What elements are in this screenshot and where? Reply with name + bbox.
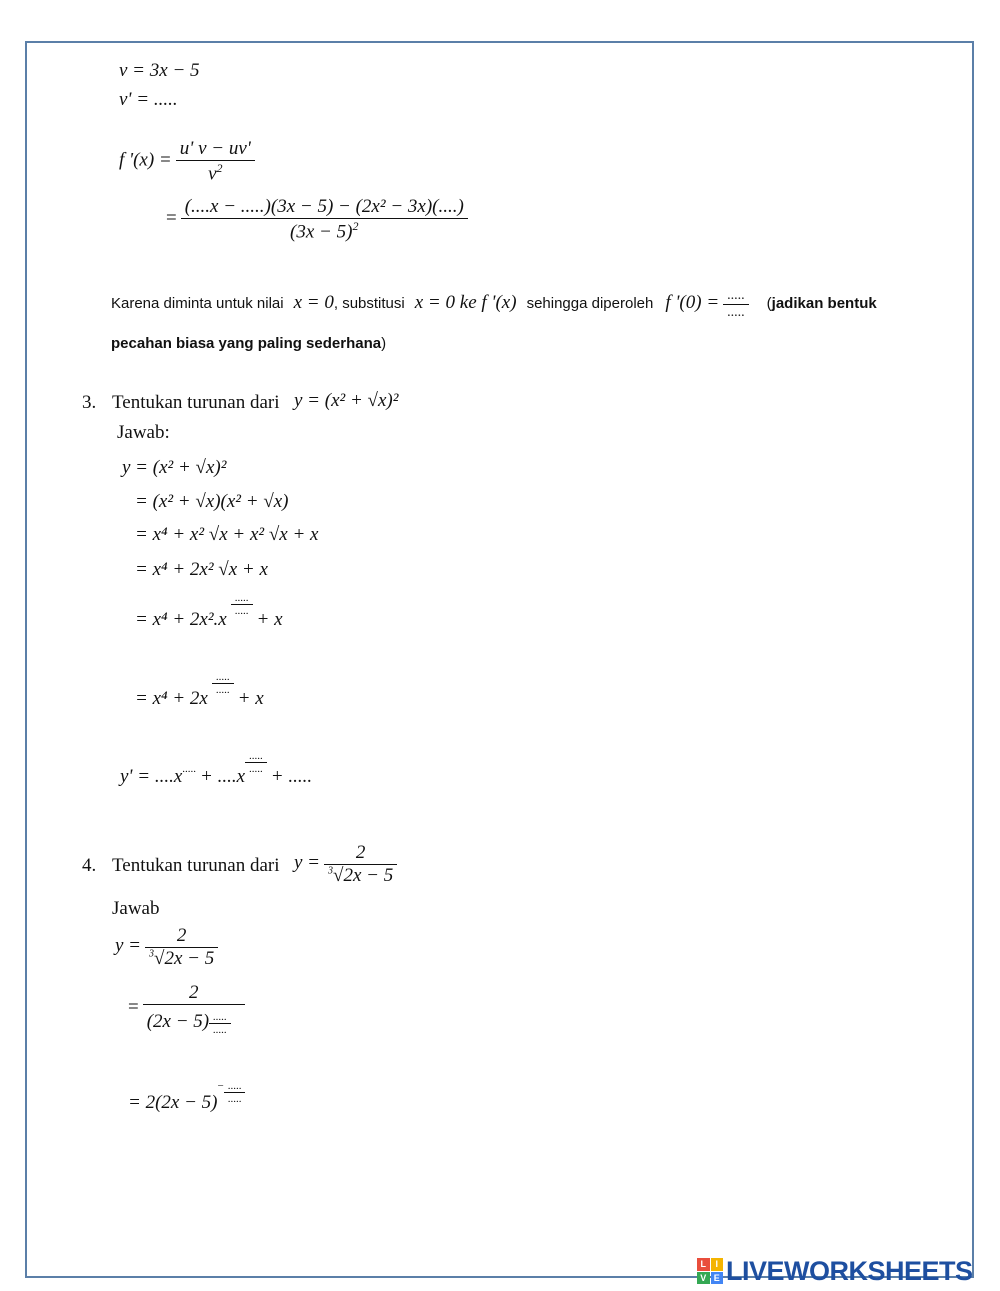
yprime-exp2-den[interactable]: ..... [245,762,267,775]
q4-lhs: y = [294,852,321,874]
paren-close: ) [381,335,387,352]
quotient-fraction [176,138,255,185]
f-prime-lhs: f '(x) = [119,149,172,171]
q3-step-4: = x⁴ + 2x² √x + x [135,559,268,580]
answer-numerator-blank[interactable]: ..... [727,288,745,303]
yprime-term-3[interactable]: + ..... [270,766,313,787]
expanded-fraction-line [166,196,468,243]
q3-prompt: Tentukan turunan dari [112,392,280,413]
exp-blank-den[interactable]: ..... [231,604,253,617]
q4-fraction [324,842,397,887]
q3-step-5-exponent[interactable] [231,592,253,617]
equals-sign: = [166,207,177,229]
note-text-1: Karena diminta untuk nilai [111,295,284,313]
exp-blank-den[interactable]: ..... [212,683,234,696]
q4-step-1-den: $^3$√2x − 5 [145,947,218,970]
q4-step-2-eq: = [128,996,139,1018]
q3-step-5-tail: + x [256,609,283,630]
q4-step-2-den: (2x − 5) $\frac{.....}{.....}$ [143,1004,245,1036]
q3-step-6-tail: + x [237,688,264,709]
q4-step-1-fraction [145,925,218,970]
q4-step-2 [128,982,245,1036]
q3-step-6-exponent[interactable] [212,671,234,696]
f-prime-zero-answer[interactable] [723,288,749,321]
note-bold-1: jadikan bentuk [771,295,877,313]
note-text-3: sehingga diperoleh [526,295,654,313]
logo-letter-e: E [711,1272,724,1285]
logo-letter-v: V [697,1272,710,1285]
q4-step-3-base: = 2(2x − 5) [128,1092,218,1113]
note-math-2: x = 0 ke f '(x) [414,292,517,314]
q3-derivative [120,750,313,787]
q3-step-1: y = (x² + √x)² [122,457,227,478]
q3-step-5-base: = x⁴ + 2x².x [135,609,227,630]
q4-step-3-exponent[interactable] [224,1080,246,1105]
q4-step-3-exp-den[interactable]: ..... [224,1092,246,1105]
answer-denominator-blank[interactable]: ..... [723,304,749,321]
yprime-exp-1-blank[interactable]: ..... [182,763,197,775]
q4-answer-label: Jawab [112,898,160,919]
q4-exp-den[interactable]: ..... [209,1023,231,1036]
liveworksheets-logo[interactable] [697,1256,973,1286]
q4-step-2-num: 2 [189,982,199,1003]
yprime-term-2[interactable]: + ....x [200,766,246,787]
q4-step-3 [128,1080,245,1113]
q4-numerator: 2 [355,842,366,863]
exp-blank-num[interactable]: ..... [234,592,249,604]
exp-blank-num[interactable]: ..... [215,671,230,683]
yprime-exp2-num[interactable]: ..... [249,750,263,762]
substitution-note [111,288,877,321]
q3-answer-label: Jawab: [117,422,170,443]
logo-letter-i: I [711,1258,724,1271]
q4-step-1-lhs: y = [115,935,142,957]
paren-open: ( [766,295,772,313]
note-math-1: x = 0 [293,292,334,314]
expanded-numerator[interactable]: (....x − .....)(3x − 5) − (2x² − 3x)(....) [184,196,464,217]
logo-letter-l: L [697,1258,710,1271]
quotient-numerator: u' v − uv' [179,138,251,159]
yprime-term-1[interactable]: y' = ....x [120,766,183,787]
note-text-2: , substitusi [333,295,405,313]
q4-exp-num[interactable]: ..... [213,1011,227,1023]
expanded-denominator: $(3x - 5)^2$ [181,218,468,243]
q4-number: 4. [82,855,97,876]
v-prime-blank[interactable]: v' = ..... [119,89,178,110]
q4-step-2-exponent[interactable] [209,1011,231,1036]
quotient-rule [119,138,255,185]
yprime-exp-2[interactable] [245,750,267,775]
q3-step-6 [135,671,264,709]
q4-step-2-fraction [143,982,245,1036]
quotient-denominator: $v^2$ [176,160,255,185]
logo-mark-icon [697,1258,723,1284]
q4-expression [294,842,397,887]
q4-prompt: Tentukan turunan dari [112,855,280,876]
q4-step-1-num: 2 [176,925,187,946]
expanded-fraction [181,196,468,243]
q3-step-5 [135,592,283,630]
note-bold-2: pecahan biasa yang paling sederhana [111,335,382,352]
q3-step-6-base: = x⁴ + 2x [135,688,208,709]
q4-denominator: $^3$√2x − 5 [324,864,397,887]
logo-text: LIVEWORKSHEETS [726,1255,973,1286]
q3-step-2: = (x² + √x)(x² + √x) [135,491,289,512]
q3-number: 3. [82,392,97,413]
note-line-2 [111,335,386,353]
q4-step-1 [115,925,218,970]
q4-step-3-minus: − [217,1080,224,1092]
v-definition: v = 3x − 5 [119,60,200,81]
q3-expression: y = (x² + √x)² [294,390,399,411]
q3-step-3: = x⁴ + x² √x + x² √x + x [135,524,319,545]
note-math-3: f '(0) = [665,292,720,314]
q4-step-3-exp-num[interactable]: ..... [227,1080,242,1092]
